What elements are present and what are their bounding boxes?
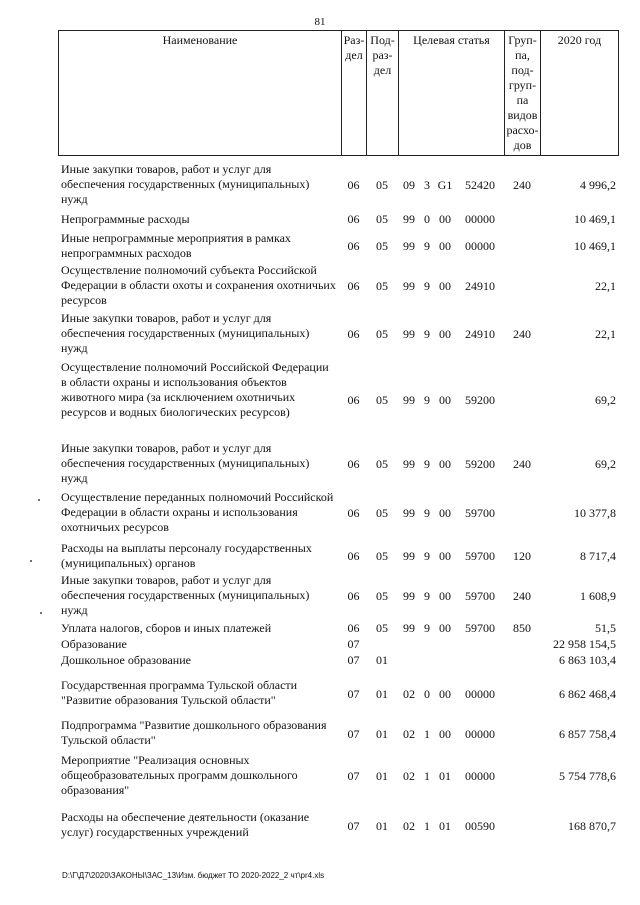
row-podrazdel: 05 xyxy=(376,506,388,520)
row-code-1: 02 xyxy=(403,819,415,833)
page-number: 81 xyxy=(314,16,326,28)
row-podrazdel: 01 xyxy=(376,819,388,833)
row-code-4: 52420 xyxy=(465,178,495,192)
row-razdel: 06 xyxy=(347,457,360,471)
row-code-1: 99 xyxy=(403,327,415,341)
row-amount: 6 863 103,4 xyxy=(559,653,616,667)
row-code-2: 9 xyxy=(424,549,430,563)
row-razdel: 07 xyxy=(347,819,360,833)
row-name: Мероприятие "Реализация основных общеобразовательных программ дошкольного образования" xyxy=(61,753,298,797)
row-podrazdel: 05 xyxy=(376,239,388,253)
row-code-4: 59200 xyxy=(465,393,495,407)
row-code-3: 00 xyxy=(439,457,451,471)
row-podrazdel: 05 xyxy=(376,212,388,226)
row-code-2: 9 xyxy=(424,589,430,603)
row-code-3: 00 xyxy=(439,589,451,603)
row-group: 240 xyxy=(513,178,531,192)
row-code-2: 3 xyxy=(424,178,430,192)
header-podrazdel: Под- раз- дел xyxy=(367,31,399,155)
row-name: Осуществление полномочий субъекта Российской Федерации в области охоты и сохранения охотничьих ресурсов xyxy=(61,263,336,307)
row-razdel: 06 xyxy=(347,549,360,563)
scan-mark xyxy=(40,612,42,614)
row-amount: 22 958 154,5 xyxy=(553,637,616,651)
row-razdel: 07 xyxy=(347,769,360,783)
row-amount: 1 608,9 xyxy=(580,589,616,603)
row-code-1: 09 xyxy=(403,178,415,192)
row-code-1: 02 xyxy=(403,769,415,783)
row-code-3: 00 xyxy=(439,727,451,741)
row-amount: 51,5 xyxy=(595,621,616,635)
row-amount: 10 469,1 xyxy=(574,239,616,253)
row-code-2: 0 xyxy=(424,687,430,701)
row-code-1: 99 xyxy=(403,549,415,563)
row-code-4: 24910 xyxy=(465,327,495,341)
scan-mark xyxy=(30,560,32,562)
row-code-1: 02 xyxy=(403,727,415,741)
row-razdel: 06 xyxy=(347,393,360,407)
row-code-3: 00 xyxy=(439,279,451,293)
row-razdel: 06 xyxy=(347,506,360,520)
row-podrazdel: 01 xyxy=(376,687,388,701)
row-podrazdel: 05 xyxy=(376,589,388,603)
row-code-4: 59700 xyxy=(465,589,495,603)
row-amount: 5 754 778,6 xyxy=(559,769,616,783)
row-code-1: 99 xyxy=(403,589,415,603)
row-name: Иные закупки товаров, работ и услуг для обеспечения государственных (муниципальных) нужд xyxy=(61,441,310,485)
header-target: Целевая статья xyxy=(399,31,505,155)
row-code-2: 9 xyxy=(424,506,430,520)
row-amount: 168 870,7 xyxy=(568,819,616,833)
row-podrazdel: 05 xyxy=(376,457,388,471)
row-code-4: 24910 xyxy=(465,279,495,293)
row-amount: 69,2 xyxy=(595,393,616,407)
row-amount: 22,1 xyxy=(595,279,616,293)
row-code-4: 59700 xyxy=(465,506,495,520)
row-code-3: G1 xyxy=(437,178,453,192)
row-code-1: 99 xyxy=(403,239,415,253)
row-amount: 69,2 xyxy=(595,457,616,471)
row-code-3: 01 xyxy=(439,819,451,833)
row-code-1: 99 xyxy=(403,279,415,293)
row-razdel: 06 xyxy=(347,621,360,635)
row-name: Иные закупки товаров, работ и услуг для обеспечения государственных (муниципальных) нужд xyxy=(61,311,310,355)
row-code-3: 00 xyxy=(439,621,451,635)
row-group: 120 xyxy=(513,549,531,563)
row-amount: 8 717,4 xyxy=(580,549,616,563)
row-code-4: 59200 xyxy=(465,457,495,471)
row-name: Государственная программа Тульской области "Развитие образования Тульской области" xyxy=(61,678,298,707)
row-name: Образование xyxy=(61,637,127,651)
row-amount: 6 857 758,4 xyxy=(559,727,616,741)
row-podrazdel: 05 xyxy=(376,549,388,563)
row-code-4: 00000 xyxy=(465,769,495,783)
header-razdel: Раз- дел xyxy=(342,31,367,155)
row-name: Иные закупки товаров, работ и услуг для обеспечения государственных (муниципальных) нужд xyxy=(61,162,310,206)
row-name: Непрограммные расходы xyxy=(61,212,190,226)
row-code-2: 9 xyxy=(424,393,430,407)
row-code-3: 00 xyxy=(439,687,451,701)
row-name: Иные непрограммные мероприятия в рамках непрограммных расходов xyxy=(61,231,291,260)
row-code-2: 9 xyxy=(424,279,430,293)
row-podrazdel: 01 xyxy=(376,653,388,667)
row-razdel: 07 xyxy=(347,653,360,667)
row-code-1: 99 xyxy=(403,621,415,635)
header-name: Наименование xyxy=(59,31,342,155)
row-name: Подпрограмма "Развитие дошкольного образования Тульской области" xyxy=(61,718,327,747)
row-razdel: 06 xyxy=(347,212,360,226)
row-razdel: 06 xyxy=(347,589,360,603)
header-year: 2020 год xyxy=(557,33,602,47)
row-amount: 22,1 xyxy=(595,327,616,341)
row-podrazdel: 01 xyxy=(376,769,388,783)
row-name: Дошкольное образование xyxy=(61,653,191,667)
row-code-4: 00000 xyxy=(465,239,495,253)
row-code-4: 00590 xyxy=(465,819,495,833)
row-code-4: 00000 xyxy=(465,727,495,741)
row-podrazdel: 05 xyxy=(376,393,388,407)
row-code-4: 59700 xyxy=(465,621,495,635)
row-code-1: 99 xyxy=(403,506,415,520)
row-code-1: 99 xyxy=(403,393,415,407)
row-code-2: 1 xyxy=(424,727,430,741)
row-code-4: 59700 xyxy=(465,549,495,563)
row-code-3: 00 xyxy=(439,506,451,520)
row-code-3: 00 xyxy=(439,549,451,563)
row-code-2: 0 xyxy=(424,212,430,226)
row-code-4: 00000 xyxy=(465,687,495,701)
row-amount: 10 377,8 xyxy=(574,506,616,520)
row-razdel: 06 xyxy=(347,279,360,293)
row-name: Осуществление полномочий Российской Федерации в области охраны и использования объектов животного мира (за исключением охотничьих ресурсов и водных биологических ресурсов) xyxy=(61,360,329,419)
row-razdel: 07 xyxy=(347,727,360,741)
header-group: Груп- па, под- груп- па видов расхо- дов xyxy=(505,31,541,155)
row-razdel: 07 xyxy=(347,687,360,701)
row-code-3: 00 xyxy=(439,212,451,226)
row-amount: 6 862 468,4 xyxy=(559,687,616,701)
row-amount: 10 469,1 xyxy=(574,212,616,226)
row-code-3: 00 xyxy=(439,327,451,341)
row-name: Расходы на обеспечение деятельности (оказание услуг) государственных учреждений xyxy=(61,810,310,839)
row-podrazdel: 05 xyxy=(376,279,388,293)
row-code-3: 00 xyxy=(439,393,451,407)
row-code-1: 99 xyxy=(403,212,415,226)
row-amount: 4 996,2 xyxy=(580,178,616,192)
row-razdel: 06 xyxy=(347,178,360,192)
row-code-2: 9 xyxy=(424,327,430,341)
row-code-1: 99 xyxy=(403,457,415,471)
row-code-2: 9 xyxy=(424,621,430,635)
row-name: Иные закупки товаров, работ и услуг для обеспечения государственных (муниципальных) нужд xyxy=(61,573,310,617)
row-razdel: 06 xyxy=(347,327,360,341)
row-razdel: 07 xyxy=(347,637,360,651)
row-razdel: 06 xyxy=(347,239,360,253)
row-name: Осуществление переданных полномочий Российской Федерации в области охраны и использования охотничьих ресурсов xyxy=(61,490,334,534)
row-code-2: 9 xyxy=(424,239,430,253)
row-code-2: 9 xyxy=(424,457,430,471)
row-group: 850 xyxy=(513,621,531,635)
row-code-4: 00000 xyxy=(465,212,495,226)
table-header xyxy=(58,30,619,156)
row-name: Расходы на выплаты персоналу государственных (муниципальных) органов xyxy=(61,541,312,570)
row-podrazdel: 05 xyxy=(376,327,388,341)
row-code-1: 02 xyxy=(403,687,415,701)
row-name: Уплата налогов, сборов и иных платежей xyxy=(61,621,272,635)
row-code-2: 1 xyxy=(424,819,430,833)
file-path-footer: D:\Г\Д7\2020\ЗАКОНЫ\ЗАС_13\Изм. бюджет ТО 2020-2022_2 чт\pr4.xls xyxy=(62,871,325,880)
scan-mark xyxy=(38,499,40,501)
row-group: 240 xyxy=(513,327,531,341)
row-podrazdel: 01 xyxy=(376,727,388,741)
row-podrazdel: 05 xyxy=(376,621,388,635)
row-group: 240 xyxy=(513,589,531,603)
row-code-3: 00 xyxy=(439,239,451,253)
row-code-3: 01 xyxy=(439,769,451,783)
row-podrazdel: 05 xyxy=(376,178,388,192)
row-group: 240 xyxy=(513,457,531,471)
row-code-2: 1 xyxy=(424,769,430,783)
